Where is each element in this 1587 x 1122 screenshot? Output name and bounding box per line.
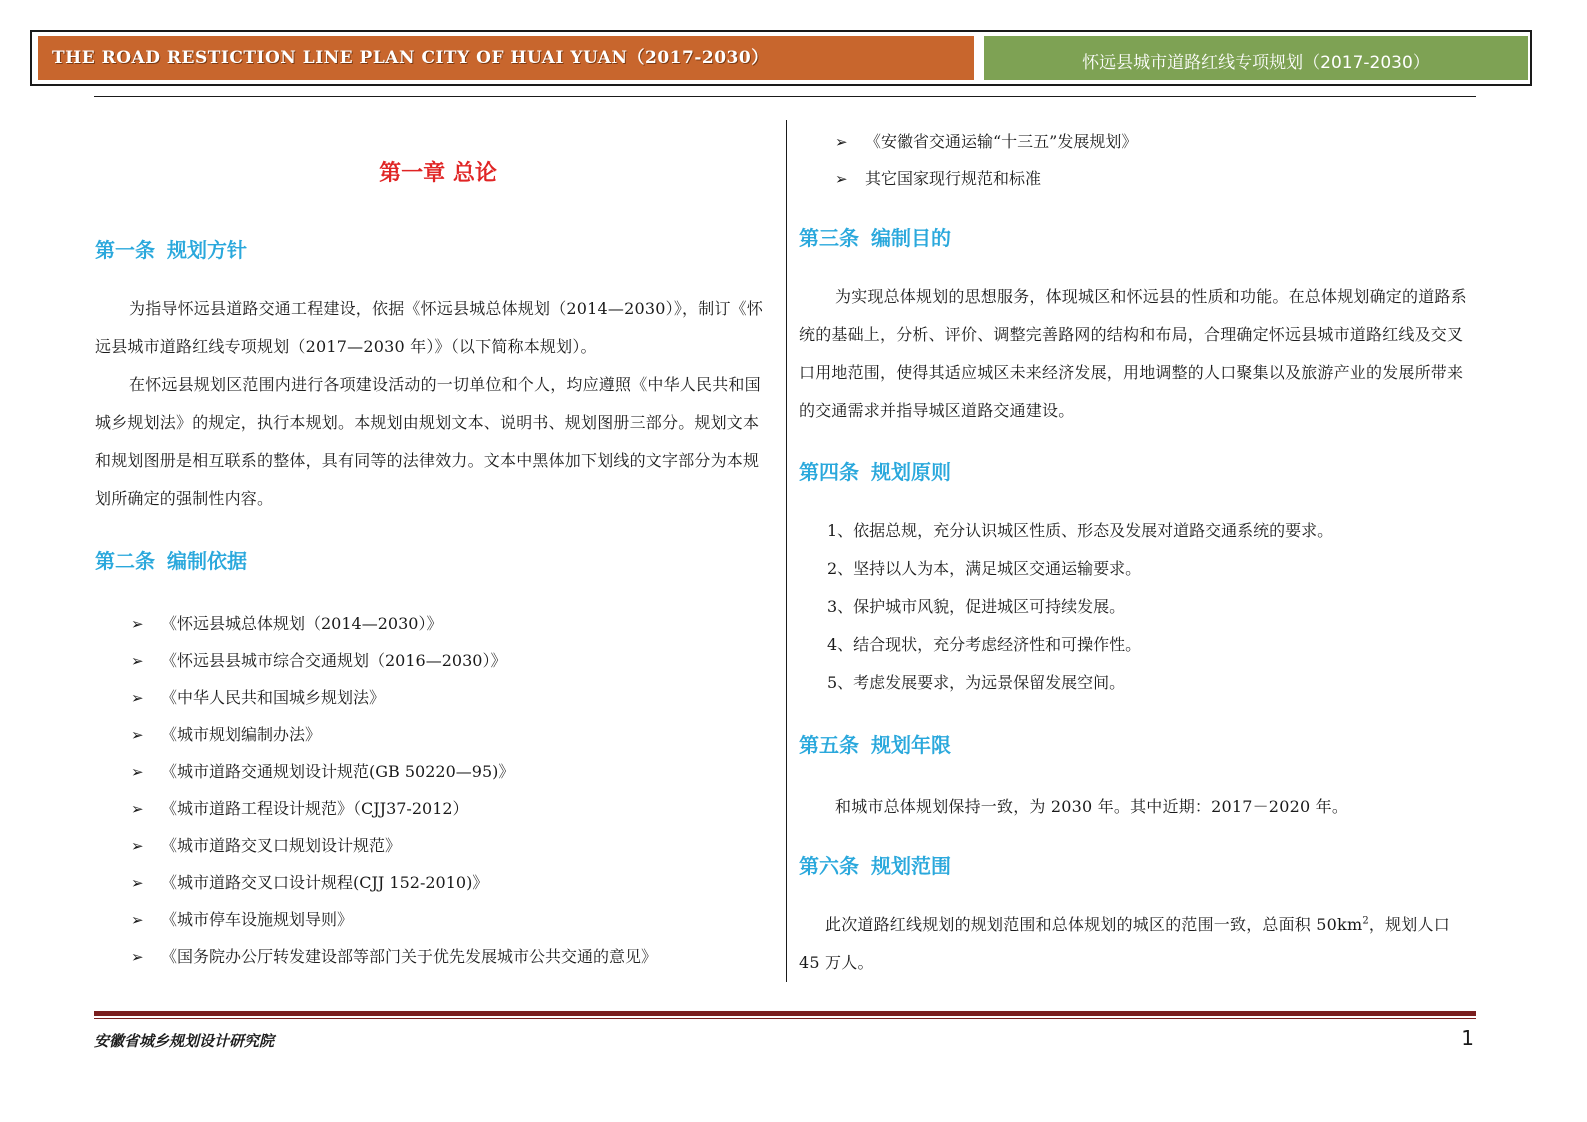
arrow-bullet-icon: ➢ xyxy=(131,615,144,633)
section-heading-5-text: 规划年限 xyxy=(871,733,951,757)
arrow-bullet-icon: ➢ xyxy=(131,837,144,855)
section-heading-1 xyxy=(95,234,247,263)
section-heading-2 xyxy=(95,545,247,574)
section-heading-3-text: 编制目的 xyxy=(871,226,951,250)
list-item: 2、坚持以人为本，满足城区交通运输要求。 xyxy=(827,559,1142,578)
list-item: ➢ 其它国家现行规范和标准 xyxy=(835,160,1137,197)
s5-paragraph: 和城市总体规划保持一致，为 2030 年。其中近期：2017－2020 年。 xyxy=(835,797,1349,816)
page-number: 1 xyxy=(1461,1026,1474,1050)
list-item: ➢ 《怀远县城总体规划（2014—2030）》 xyxy=(131,605,657,642)
list-item: 5、考虑发展要求，为远景保留发展空间。 xyxy=(827,673,1126,692)
principles-list xyxy=(827,512,1333,702)
column-divider xyxy=(786,120,787,982)
basis-list xyxy=(131,605,657,975)
list-item: ➢ 《国务院办公厅转发建设部等部门关于优先发展城市公共交通的意见》 xyxy=(131,938,657,975)
arrow-bullet-icon: ➢ xyxy=(835,133,848,151)
arrow-bullet-icon: ➢ xyxy=(131,726,144,744)
s1-paragraph-1: 为指导怀远县道路交通工程建设，依据《怀远县城总体规划（2014—2030）》，制订《怀远县城市道路红线专项规划（2017—2030 年）》（以下简称本规划）。 xyxy=(95,299,764,356)
list-item: ➢ 《城市道路交通规划设计规范(GB 50220—95)》 xyxy=(131,753,657,790)
section-heading-4-num: 第四条 xyxy=(799,460,859,484)
s3-paragraph: 为实现总体规划的思想服务，体现城区和怀远县的性质和功能。在总体规划确定的道路系统的基础上，分析、评价、调整完善路网的结构和布局，合理确定怀远县城市道路红线及交叉口用地范围，使得其适应城区未来经济发展，用地调整的人口聚集以及旅游产业的发展所带来的交通需求并指导城区道路交通建设。 xyxy=(799,287,1467,420)
section-heading-4 xyxy=(799,456,951,485)
section-heading-3 xyxy=(799,222,951,251)
section-heading-5-num: 第五条 xyxy=(799,733,859,757)
list-item: ➢ 《城市停车设施规划导则》 xyxy=(131,901,657,938)
section-heading-3-num: 第三条 xyxy=(799,226,859,250)
list-item: 1、依据总规，充分认识城区性质、形态及发展对道路交通系统的要求。 xyxy=(827,521,1334,540)
section-heading-6-text: 规划范围 xyxy=(871,854,951,878)
chapter-title: 第一章 总论 xyxy=(379,161,497,186)
arrow-bullet-icon: ➢ xyxy=(131,652,144,670)
bottom-rule-thin xyxy=(94,1018,1476,1019)
arrow-bullet-icon: ➢ xyxy=(131,689,144,707)
section-heading-1-num: 第一条 xyxy=(95,238,155,262)
list-item: 3、保护城市风貌，促进城区可持续发展。 xyxy=(827,597,1126,616)
footer-organization: 安徽省城乡规划设计研究院 xyxy=(94,1032,275,1050)
arrow-bullet-icon: ➢ xyxy=(131,874,144,892)
arrow-bullet-icon: ➢ xyxy=(131,763,144,781)
section-heading-4-text: 规划原则 xyxy=(871,460,951,484)
section-heading-6-num: 第六条 xyxy=(799,854,859,878)
section-heading-6 xyxy=(799,850,951,879)
list-item: ➢ 《城市道路交叉口规划设计规范》 xyxy=(131,827,657,864)
arrow-bullet-icon: ➢ xyxy=(835,170,848,188)
list-item: ➢ 《安徽省交通运输“十三五”发展规划》 xyxy=(835,123,1137,160)
header-title-cn: 怀远县城市道路红线专项规划（2017-2030） xyxy=(984,36,1528,80)
list-item: ➢ 《城市道路交叉口设计规程(CJJ 152-2010)》 xyxy=(131,864,657,901)
arrow-bullet-icon: ➢ xyxy=(131,800,144,818)
section-heading-1-text: 规划方针 xyxy=(167,238,247,262)
list-item: ➢ 《城市规划编制办法》 xyxy=(131,716,657,753)
arrow-bullet-icon: ➢ xyxy=(131,911,144,929)
s6-paragraph: 此次道路红线规划的规划范围和总体规划的城区的范围一致，总面积 $50km^2$，规划人口 45 万人。 xyxy=(799,915,1450,972)
bottom-rule xyxy=(94,1011,1476,1016)
list-item: ➢ 《中华人民共和国城乡规划法》 xyxy=(131,679,657,716)
section-heading-2-num: 第二条 xyxy=(95,549,155,573)
section-heading-5 xyxy=(799,729,951,758)
section-heading-2-text: 编制依据 xyxy=(167,549,247,573)
arrow-bullet-icon: ➢ xyxy=(131,948,144,966)
list-item: ➢ 《怀远县县城市综合交通规划（2016—2030）》 xyxy=(131,642,657,679)
basis-list-continued xyxy=(835,123,1137,197)
top-rule xyxy=(94,96,1476,97)
list-item: 4、结合现状，充分考虑经济性和可操作性。 xyxy=(827,635,1142,654)
s1-paragraph-2: 在怀远县规划区范围内进行各项建设活动的一切单位和个人，均应遵照《中华人民共和国城乡规划法》的规定，执行本规划。本规划由规划文本、说明书、规划图册三部分。规划文本和规划图册是相互联系的整体，具有同等的法律效力。文本中黑体加下划线的文字部分为本规划所确定的强制性内容。 xyxy=(95,375,761,508)
header-title-en: THE ROAD RESTICTION LINE PLAN CITY OF HUAI YUAN（2017-2030） xyxy=(38,36,974,80)
list-item: ➢ 《城市道路工程设计规范》（CJJ37-2012） xyxy=(131,790,657,827)
